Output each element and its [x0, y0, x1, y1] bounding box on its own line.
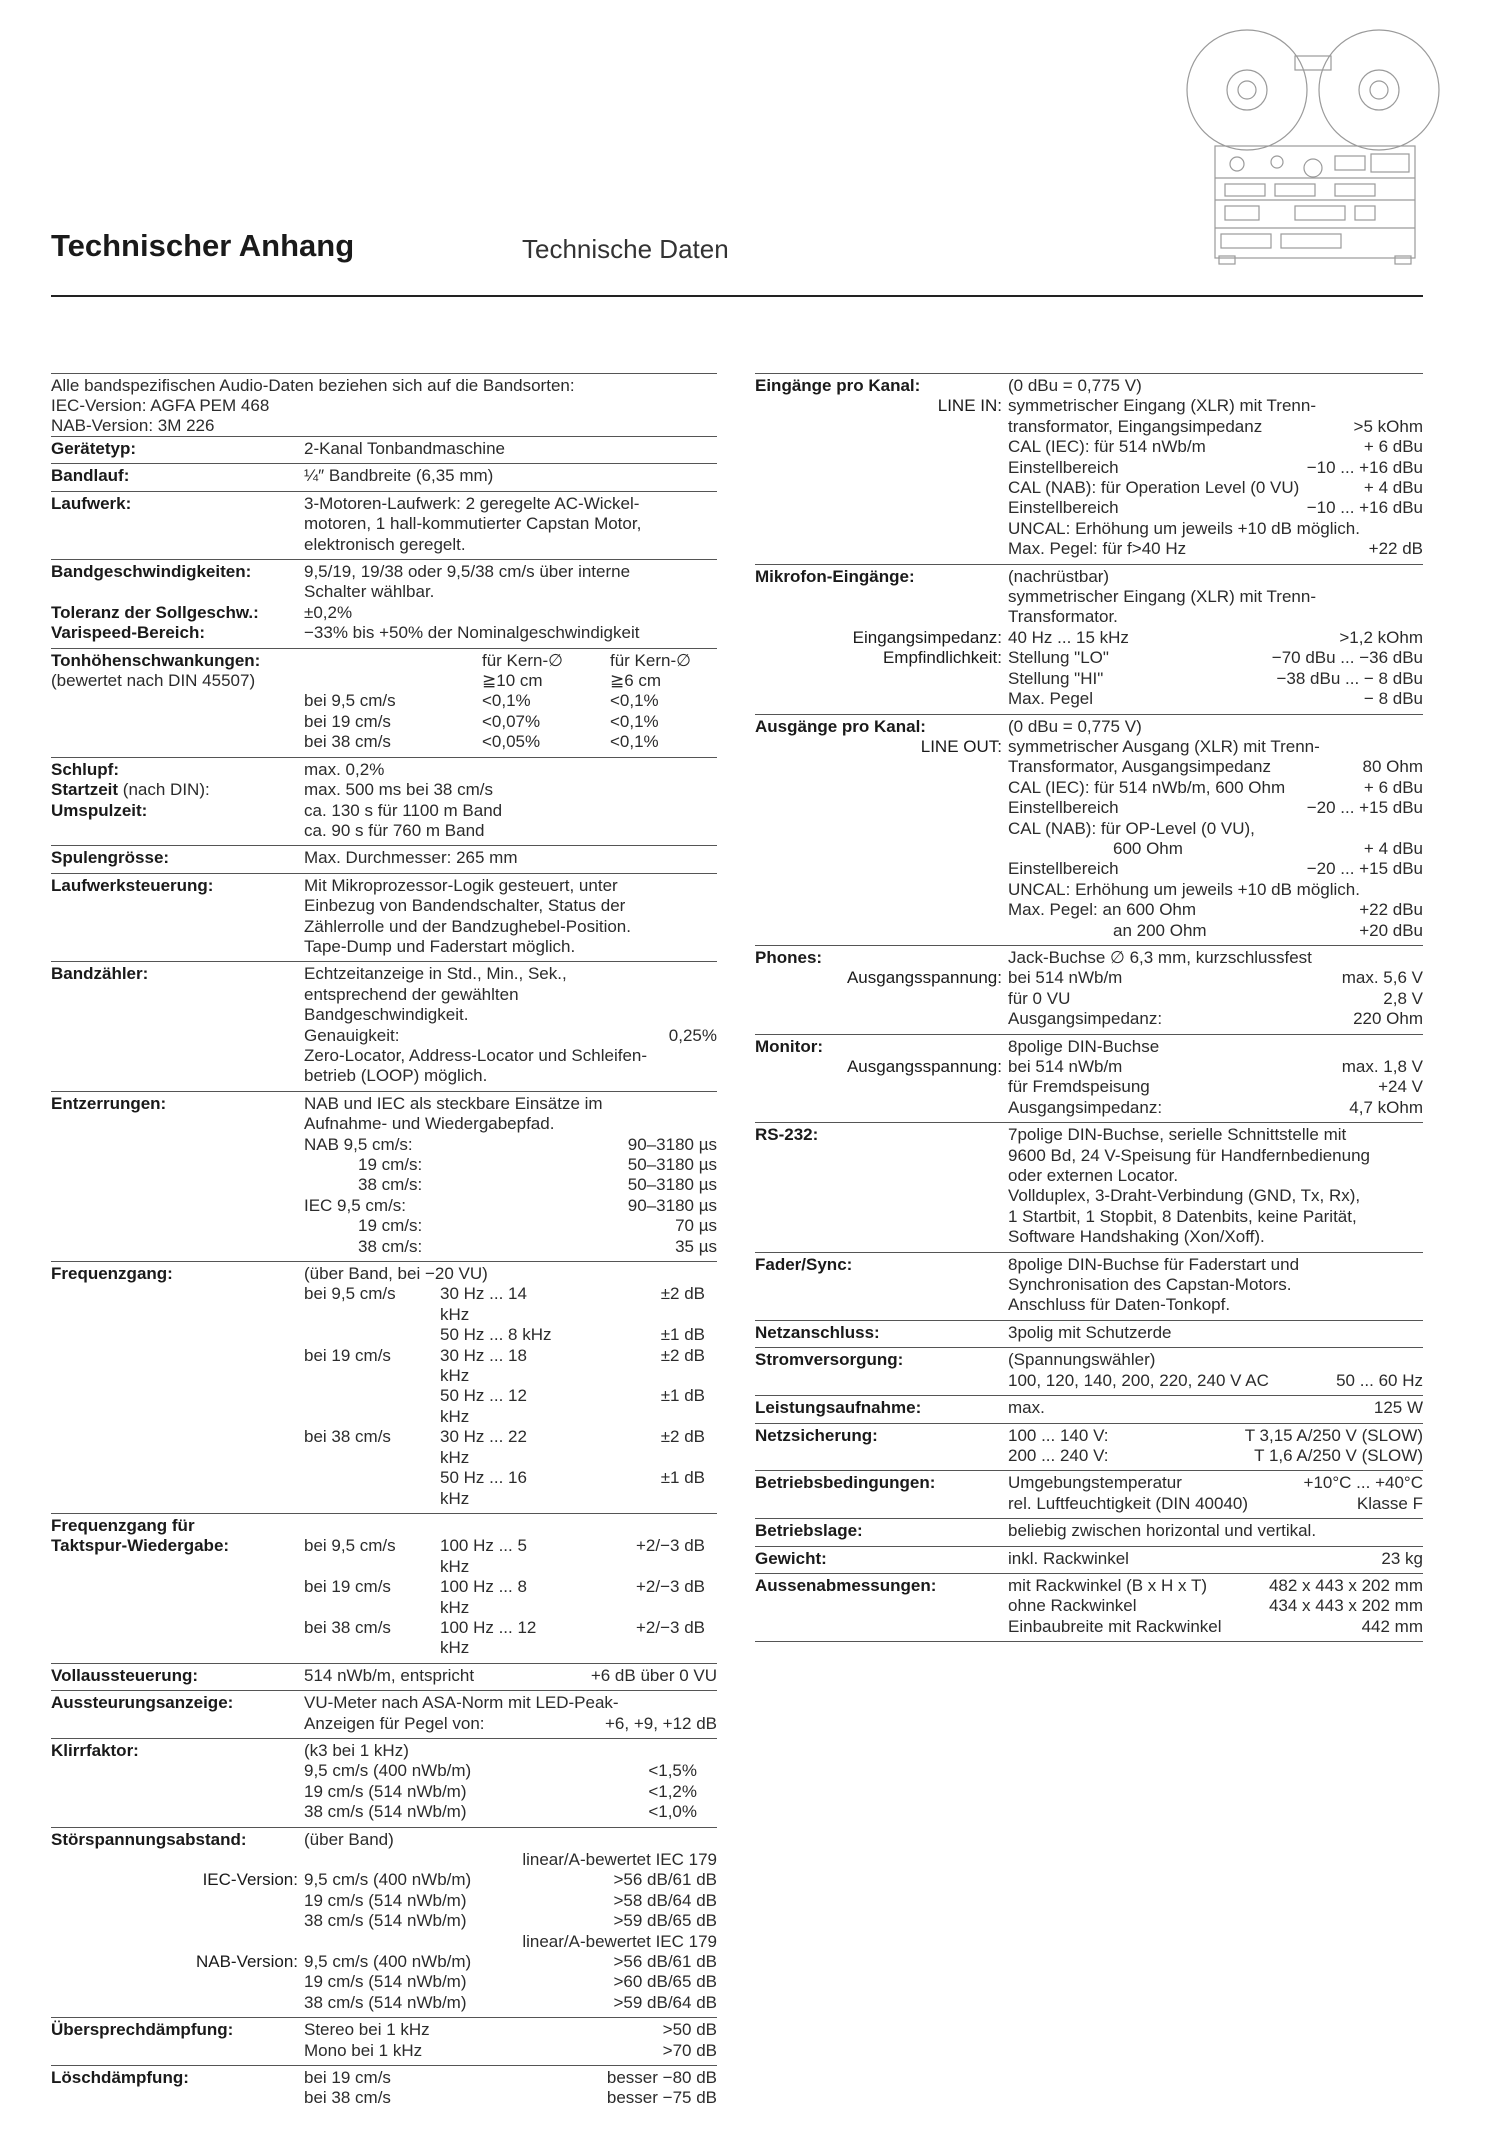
- spec-spulengroesse: Spulengrösse: Max. Durchmesser: 265 mm: [51, 845, 717, 872]
- spec-taktspur: Frequenzgang für Taktspur-Wiedergabe: bei 9,5 cm/s 100 Hz ... 5 kHz +2/−3 dB bei 19 cm/s 100 Hz ... 8 kHz +2/−3 dB bei 38 cm/s 100 Hz ... 12 kHz +2/−3 dB: [51, 1513, 717, 1663]
- spec-loeschdaempfung: Löschdämpfung: bei 19 cm/s besser −80 dB bei 38 cm/s besser −75 dB: [51, 2065, 717, 2113]
- spec-bandzaehler: Bandzähler: Echtzeitanzeige in Std., Min., Sek., entsprechend der gewählten Bandgeschwindigkeit. Genauigkeit: 0,25% Zero-Locator, Address-Locator und Schleifen- betrieb (LOOP) möglich.: [51, 961, 717, 1090]
- spec-aussteuerungsanzeige: Aussteurungsanzeige: VU-Meter nach ASA-Norm mit LED-Peak- Anzeigen für Pegel von: +6, +9, +12 dB: [51, 1690, 717, 1738]
- spec-frequenzgang: Frequenzgang: (über Band, bei −20 VU) bei 9,5 cm/s 30 Hz ... 14 kHz ±2 dB 50 Hz ... 8 kHz ±1 dB bei 19 cm/s 30 Hz ... 18 kHz ±2 dB 50 Hz ... 12 kHz ±1 dB bei 38 cm/s 30 Hz ... 22 kHz ±2 dB 50 Hz ... 16 kHz ±1 dB: [51, 1261, 717, 1513]
- page-subtitle: Technische Daten: [522, 234, 729, 264]
- spec-netzsicherung: Netzsicherung: 100 ... 140 V: T 3,15 A/250 V (SLOW) 200 ... 240 V: T 1,6 A/250 V (SLOW): [755, 1423, 1423, 1471]
- spec-uebersprechdaempfung: Übersprechdämpfung: Stereo bei 1 kHz >50 dB Mono bei 1 kHz >70 dB: [51, 2017, 717, 2065]
- spec-phones: Phones: Jack-Buchse ∅ 6,3 mm, kurzschlussfest Ausgangsspannung: bei 514 nWb/m max. 5,6 V für 0 VU 2,8 V Ausgangsimpedanz: 220 Ohm: [755, 945, 1423, 1034]
- spec-monitor: Monitor: 8polige DIN-Buchse Ausgangsspannung: bei 514 nWb/m max. 1,8 V für Fremdspeisung +24 V Ausgangsimpedanz: 4,7 kOhm: [755, 1034, 1423, 1123]
- spec-bandgeschwindigkeiten: Bandgeschwindigkeiten: 9,5/19, 19/38 oder 9,5/38 cm/s über interne Schalter wählbar. Toleranz der Sollgeschw.: ±0,2% Varispeed-Bereich: −33% bis +50% der Nominalgeschwindigkeit: [51, 559, 717, 648]
- spec-entzerrungen: Entzerrungen: NAB und IEC als steckbare Einsätze im Aufnahme- und Wiedergabepfad. NAB 9,5 cm/s: 90–3180 µs 19 cm/s: 50–3180 µs 38 cm/s: 50–3180 µs IEC 9,5 cm/s: 90–3180 µs 19 cm/s: 70 µs 38 cm/s: 35 µs: [51, 1091, 717, 1261]
- spec-geraetetyp: Gerätetyp: 2-Kanal Tonbandmaschine: [51, 436, 717, 463]
- spec-ausgaenge: Ausgänge pro Kanal: (0 dBu = 0,775 V) LINE OUT: symmetrischer Ausgang (XLR) mit Trenn- Transformator, Ausgangsimpedanz 80 Ohm CAL (IEC): für 514 nWb/m, 600 Ohm + 6 dBu Einstellbereich −20 ... +15 dBu CAL (NAB): für OP-Level (0 VU), 600 Ohm + 4 dBu Einstellbereich −20 ... +15 dBu UNCAL: Erhöhung um jeweils +10 dB möglich. Max. Pegel: an 600 Ohm +22 dBu an 200 Ohm +20 dBu: [755, 714, 1423, 945]
- page-title: Technischer Anhang: [51, 228, 355, 263]
- spec-bandlauf: Bandlauf: ¼″ Bandbreite (6,35 mm): [51, 463, 717, 490]
- spec-betriebslage: Betriebslage: beliebig zwischen horizontal und vertikal.: [755, 1518, 1423, 1545]
- right-spec-column: [755, 373, 1423, 1646]
- spec-stoerspannungsabstand: Störspannungsabstand: (über Band) linear/A-bewertet IEC 179 IEC-Version: 9,5 cm/s (400 nWb/m) >56 dB/61 dB 19 cm/s (514 nWb/m) >58 dB/64 dB 38 cm/s (514 nWb/m) >59 dB/65 dB linear/A-bewertet IEC 179 NAB-Version: 9,5 cm/s (400 nWb/m) >56 dB/61 dB 19 cm/s (514 nWb/m) >60 dB/65 dB 38 cm/s (514 nWb/m) >59 dB/64 dB: [51, 1827, 717, 2018]
- spec-vollaussteuerung: Vollaussteuerung: 514 nWb/m, entspricht +6 dB über 0 VU: [51, 1663, 717, 1690]
- spec-gewicht: Gewicht: inkl. Rackwinkel 23 kg: [755, 1546, 1423, 1573]
- spec-tonhoehenschwankungen: Tonhöhenschwankungen: für Kern-∅ für Kern-∅ (bewertet nach DIN 45507) ≧10 cm ≧6 cm bei 9,5 cm/s <0,1% <0,1% bei 19 cm/s <0,07% <0,1% bei 38 cm/s <0,05% <0,1%: [51, 648, 717, 757]
- tape-reference-note: Alle bandspezifischen Audio-Daten beziehen sich auf die Bandsorten: IEC-Version: AGFA PEM 468 NAB-Version: 3M 226: [51, 373, 717, 436]
- spec-klirrfaktor: Klirrfaktor: (k3 bei 1 kHz) 9,5 cm/s (400 nWb/m) <1,5% 19 cm/s (514 nWb/m) <1,2% 38 cm/s (514 nWb/m) <1,0%: [51, 1738, 717, 1827]
- spec-schlupf-startzeit: Schlupf: max. 0,2% Startzeit (nach DIN): max. 500 ms bei 38 cm/s Umspulzeit: ca. 130 s für 1100 m Band ca. 90 s für 760 m Band: [51, 757, 717, 846]
- header-rule: [51, 295, 1423, 297]
- tape-recorder-illustration: [1185, 28, 1445, 268]
- spec-betriebsbedingungen: Betriebsbedingungen: Umgebungstemperatur +10°C ... +40°C rel. Luftfeuchtigkeit (DIN 40040) Klasse F: [755, 1470, 1423, 1518]
- spec-laufwerk: Laufwerk: 3-Motoren-Laufwerk: 2 geregelte AC-Wickel- motoren, 1 hall-kommutierter Capstan Motor, elektronisch geregelt.: [51, 491, 717, 559]
- spec-leistungsaufnahme: Leistungsaufnahme: max. 125 W: [755, 1395, 1423, 1422]
- spec-fader-sync: Fader/Sync: 8polige DIN-Buchse für Faderstart und Synchronisation des Capstan-Motors. Anschluss für Daten-Tonkopf.: [755, 1252, 1423, 1320]
- spec-eingaenge: Eingänge pro Kanal: (0 dBu = 0,775 V) LINE IN: symmetrischer Eingang (XLR) mit Trenn- transformator, Eingangsimpedanz >5 kOhm CAL (IEC): für 514 nWb/m + 6 dBu Einstellbereich −10 ... +16 dBu CAL (NAB): für Operation Level (0 VU) + 4 dBu Einstellbereich −10 ... +16 dBu UNCAL: Erhöhung um jeweils +10 dB möglich. Max. Pegel: für f>40 Hz +22 dB: [755, 373, 1423, 564]
- left-spec-column: [51, 436, 717, 2113]
- spec-aussenabmessungen: Aussenabmessungen: mit Rackwinkel (B x H x T) 482 x 443 x 202 mm ohne Rackwinkel 434 x 443 x 202 mm Einbaubreite mit Rackwinkel 442 mm: [755, 1573, 1423, 1646]
- spec-laufwerksteuerung: Laufwerksteuerung: Mit Mikroprozessor-Logik gesteuert, unter Einbezug von Bandendschalter, Status der Zählerrolle und der Bandzughebel-Position. Tape-Dump und Faderstart möglich.: [51, 873, 717, 962]
- spec-stromversorgung: Stromversorgung: (Spannungswähler) 100, 120, 140, 200, 220, 240 V AC 50 ... 60 Hz: [755, 1347, 1423, 1395]
- spec-rs232: RS-232: 7polige DIN-Buchse, serielle Schnittstelle mit 9600 Bd, 24 V-Speisung für Handfernbedienung oder externen Locator. Vollduplex, 3-Draht-Verbindung (GND, Tx, Rx), 1 Startbit, 1 Stopbit, 8 Datenbits, keine Parität, Software Handshaking (Xon/Xoff).: [755, 1122, 1423, 1251]
- spec-mikrofon-eingaenge: Mikrofon-Eingänge: (nachrüstbar) symmetrischer Eingang (XLR) mit Trenn- Transformator. Eingangsimpedanz: 40 Hz ... 15 kHz >1,2 kOhm Empfindlichkeit: Stellung "LO" −70 dBu ... −36 dBu Stellung "HI" −38 dBu ... − 8 dBu Max. Pegel − 8 dBu: [755, 564, 1423, 714]
- spec-netzanschluss: Netzanschluss: 3polig mit Schutzerde: [755, 1320, 1423, 1347]
